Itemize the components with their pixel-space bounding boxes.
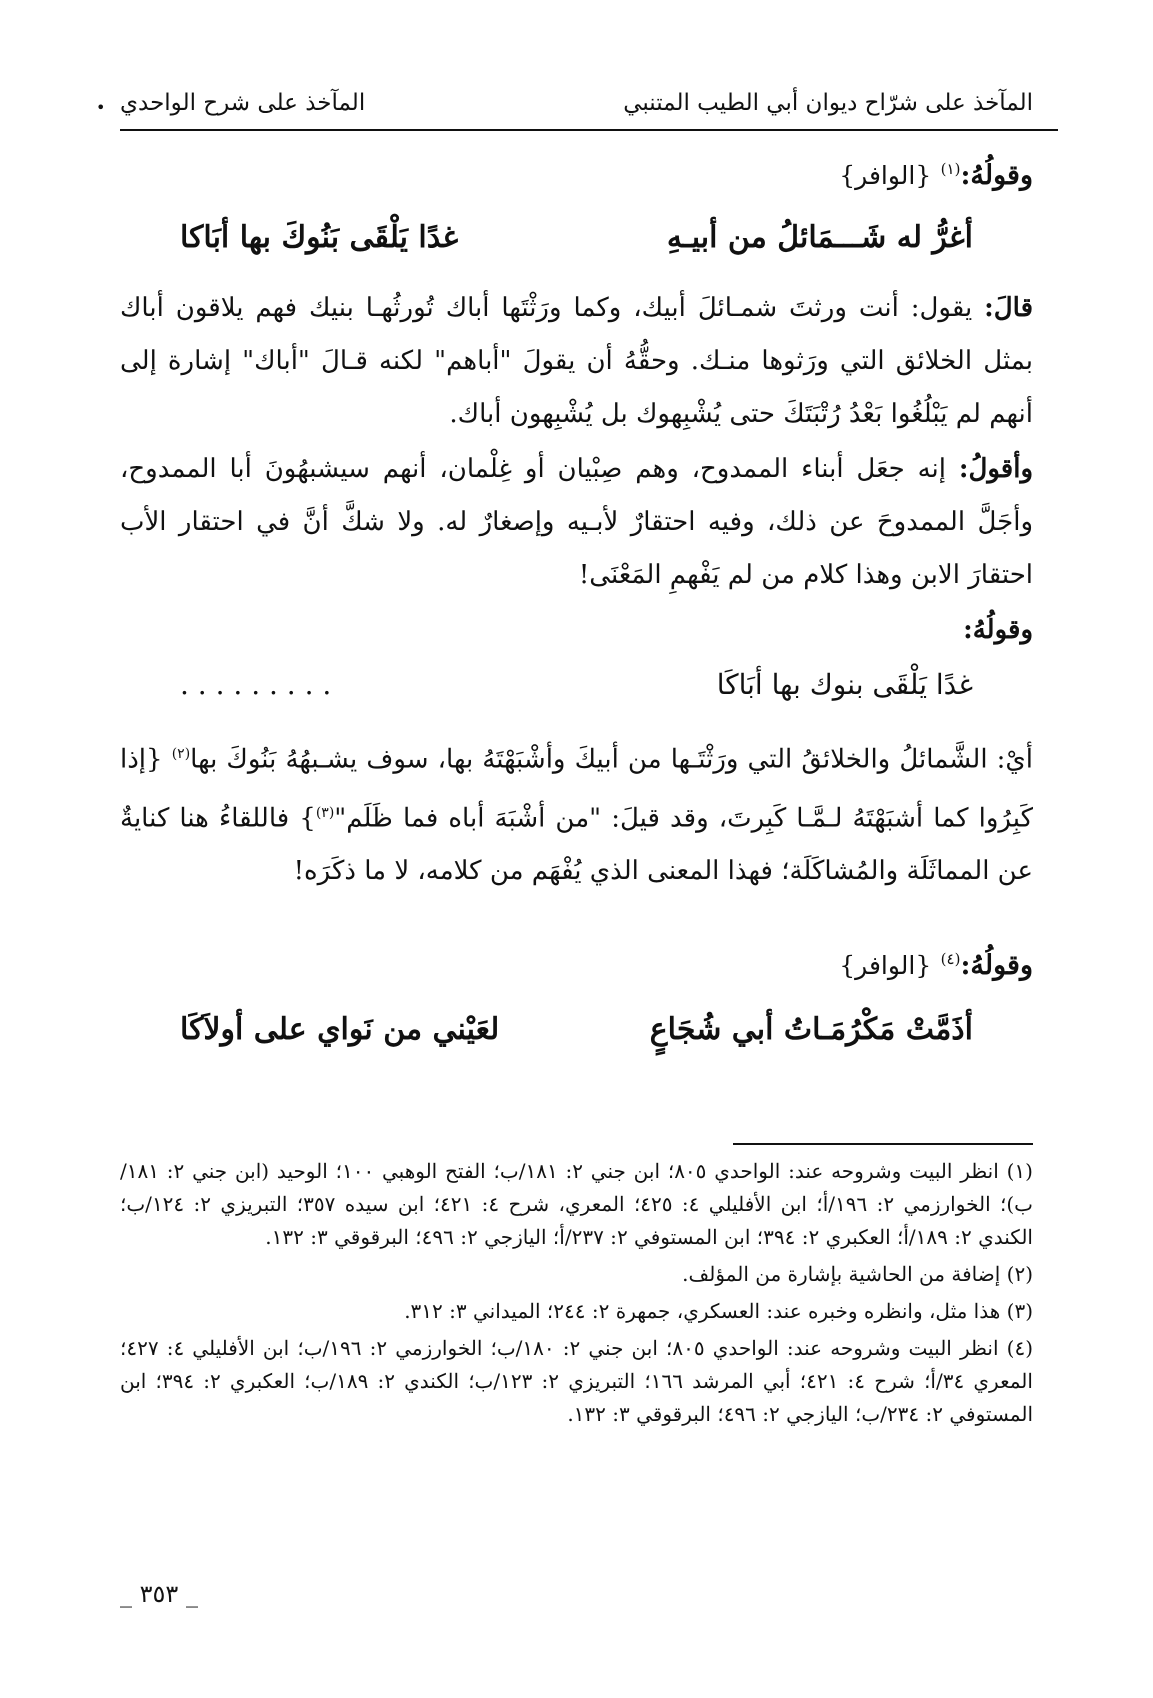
page-number: _ ٣٥٣ _ [120,1580,198,1608]
section2-intro [120,950,1033,981]
verse-hemistich-first: أغرُّ له شَـــمَائلُ من أبيـهِ [666,220,973,255]
footnote-ref: (١) [940,160,961,178]
footnote-3: (٣) هذا مثل، وانظره وخبره عند: العسكري، جمهرة ٢: ٢٤٤؛ الميداني ٣: ٣١٢. [404,1299,1033,1323]
meter-label: {الوافر} [839,161,932,190]
footnote-rule [733,1143,1033,1145]
qawluhu-label [120,604,1033,657]
verse-hemistich-second: غدًا يَلْقَى بَنُوكَ بها أبَاكا [180,220,459,255]
footnote-2: (٢) إضافة من الحاشية بإشارة من المؤلف. [682,1262,1033,1286]
intro-label: وقولُهُ: [960,160,1033,191]
footnotes [120,1155,1033,1435]
section1-intro [120,160,1033,191]
commentary-text: يقول: أنت ورثتَ شمـائلَ أبيك، وكما ورَثْتَها أباك تُورثُهـا بنيك فهم يلاقون أباك بمثل الخلائق التي ورَثوها منـك. وحقُّهُ أن يقولَ "أباهم" لكنه قـالَ "أباك" إشارة إلى أنهم لم يَبْلُغُوا بَعْدُ رُتْبَتَكَ حتى يُشْبِهوك بل يُشْبِهون أباك. [120,293,1033,429]
qawluhu-text: وقولُهُ: [963,615,1033,645]
header-dot: • [96,98,106,117]
commentary-ay [120,728,1033,898]
verse-2 [180,668,973,701]
running-head-book-title: المآخذ على شرّاح ديوان أبي الطيب المتنبي [623,90,1033,116]
verse-hemistich-second: لعَيْني من نَواي على أولاَكَا [180,1012,500,1047]
commentary-lead: قالَ: [984,293,1034,323]
footnote-ref: (٣) [315,804,335,821]
commentary-text: إنه جعَل أبناء الممدوح، وهم صِبْيان أو غِلْمان، أنهم سيشبهُونَ أبا الممدوح، وأجَلَّ الممدوحَ عن ذلك، وفيه احتقارٌ لأبـيه وإصغارٌ له. ولا شكَّ أنَّ في احتقار الأب احتقارَ الابن وهذا كلام من لم يَفْهمِ المَعْنَى! [120,454,1033,590]
footnote-ref: (٢) [171,746,191,762]
footnote-4: (٤) انظر البيت وشروحه عند: الواحدي ٨٠٥؛ ابن جني ٢: ١٨٠/ب؛ الخوارزمي ٢: ١٩٦/ب؛ ابن الأفليلي ٤: ٤٢٧؛ المعري ٣٤/أ؛ شرح ٤: ٤٢١؛ أبي المرشد ١٦٦؛ التبريزي ٢: ١٢٣/ب؛ الكندي ٢: ١٨٩/ب؛ العكبري ٢: ٣٩٤؛ ابن المستوفي ٢: ٢٣٤/ب؛ اليازجي ٢: ٤٩٦؛ البرقوقي ٣: ١٣٢. [120,1336,1033,1426]
intro-label: وقولُهُ: [960,950,1033,981]
verse-3 [180,1012,973,1047]
header-rule [120,129,1058,131]
commentary-qala [120,282,1033,441]
running-head-section-title: المآخذ على شرح الواحدي [120,90,366,116]
commentary-text: {إذا كَبِرُوا كما أشبَهْتَهُ لـمَّـا كَبِرتَ، وقد قيلَ: "من أشْبَهَ أباه فما ظَلَم" [120,744,1033,834]
verse-1 [180,220,973,255]
commentary-text: } فاللقاءُ هنا كنايةٌ عن المماثَلَة والمُشاكَلَة؛ فهذا المعنى الذي يُفْهَم من كلامه، لا ما ذكَرَه! [120,803,1033,887]
footnote-ref: (٤) [940,950,961,968]
commentary-text: أيْ: الشَّمائلُ والخلائقُ التي ورَثْتَـها من أبيكَ وأشْبَهْتَهُ بها، سوف يشـبهُهُ بَنُوكَ بها [190,744,1034,775]
commentary-lead: وأقولُ: [958,454,1034,484]
verse-ellipsis: . . . . . . . . . [180,668,332,701]
footnote-1: (١) انظر البيت وشروحه عند: الواحدي ٨٠٥؛ ابن جني ٢: ١٨١/ب؛ الفتح الوهبي ١٠٠؛ الوحيد (ابن جني ٢: ١٨١/ب)؛ الخوارزمي ٢: ١٩٦/أ؛ ابن الأفليلي ٤: ٤٢٥؛ المعري، شرح ٤: ٤٢١؛ ابن سيده ٣٥٧؛ التبريزي ٢: ١٢٤/ب؛ الكندي ٢: ١٨٩/أ؛ العكبري ٢: ٣٩٤؛ ابن المستوفي ٢: ٢٣٧/أ؛ اليازجي ٢: ٤٩٦؛ البرقوقي ٣: ١٣٢. [120,1159,1033,1249]
meter-label: {الوافر} [839,951,932,980]
commentary-aqulu [120,443,1033,602]
verse-hemistich-second: غدًا يَلْقَى بنوك بها أبَاكَا [716,668,973,701]
verse-hemistich-first: أذَمَّتْ مَكْرُمَـاتُ أبي شُجَاعٍ [649,1012,973,1047]
